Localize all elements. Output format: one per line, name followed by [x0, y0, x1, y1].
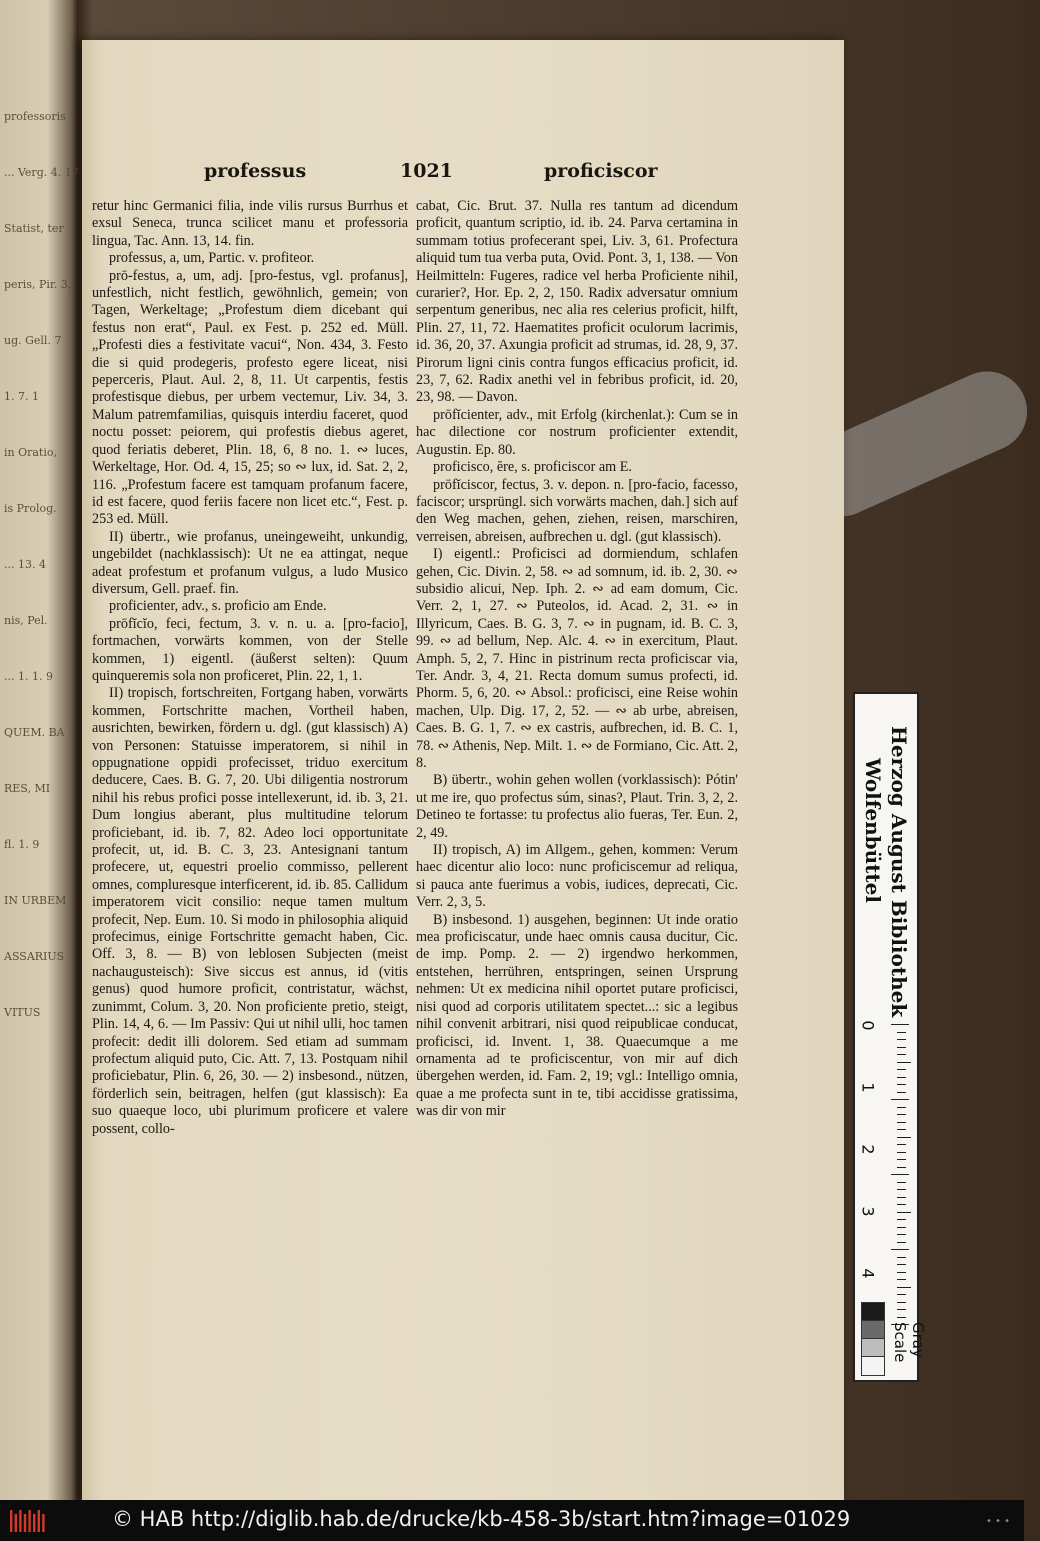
header-left-guideword: professus	[204, 160, 307, 182]
left-page-line: 1. 7. 1	[4, 390, 39, 403]
ruler-tick	[897, 1302, 906, 1303]
ruler-tick	[897, 1077, 906, 1078]
ruler-tick	[897, 1144, 906, 1145]
entry-paragraph: B) insbesond. 1) ausgehen, beginnen: Ut inde oratio mea proficiscatur, unde haec omnis causa ducitur, Cic. de imp. Pomp. 2. — 2) irgendwo herkommen, entstehen, herrühren, entspringen, seinen Ursprung nehmen: Ut ex medicina nihil oportet putare proficisci, nisi quod ad corporis utilitatem spectet...: sic a legibus nihil convenit arbitrari, nisi quod reipublicae conducat, proficisci, id. Invent. 1, 38. Quaecumque a me ornamenta ad te proficiscentur, von mir auf dich übergehen werden, id. Fam. 2, 19; vgl.: Intelligo omnia, quae a me profecta sunt in te, tibi accidisse gratissima, was dir von mir	[416, 911, 738, 1120]
logo-bar	[42, 1514, 44, 1532]
logo-bar	[10, 1510, 12, 1532]
gray-swatch	[861, 1338, 885, 1358]
logo-bar	[28, 1510, 30, 1532]
left-page-line: VITUS	[4, 1006, 41, 1019]
ruler-tick	[897, 1152, 906, 1153]
hab-logo-icon	[8, 1508, 48, 1534]
header-right-guideword: proficiscor	[544, 160, 658, 182]
left-page-line: in Oratio,	[4, 446, 57, 459]
ruler-tick	[897, 1047, 906, 1048]
left-page-line: Statist, ter	[4, 222, 64, 235]
left-page-line: professoris	[4, 110, 66, 123]
entry-paragraph: B) übertr., wohin gehen wollen (vorklassisch): Pótin' ut me ire, quo profectus súm, sinas?, Plaut. Trin. 3, 2, 2. Detineo te fortasse: tu profectus alio fueras, Ter. Eun. 2, 2, 49.	[416, 772, 738, 841]
ruler-tick	[897, 1159, 906, 1160]
ruler-tick	[891, 1174, 909, 1175]
entry-paragraph: prōfĭciscor, fectus, 3. v. depon. n. [pro-facio, facesso, faciscor; ursprüngl. sich vorwärts machen, dah.] sich auf den Weg machen, gehen, ziehen, reisen, marschiren, verreisen, abreisen, aufbrechen u. dgl. (gut klassisch).	[416, 476, 738, 545]
entry-paragraph: prō-festus, a, um, adj. [pro-festus, vgl. profanus], unfestlich, nicht festlich, gewöhnlich, gemein; von Tagen, Werkeltage; „Profestum diem dicebant qui festus non erat“, Paul. ex Fest. p. 252 ed. Müll. „Profesti dies a festivitate vacui“, Non. 434, 3. Festo die si quid prodegeris, profesto egere liceat, nisi peperceris, Plaut. Aul. 2, 8, 11. Ut carpentis, festis profestisque diebus, per urbem vectemur, Liv. 34, 3. Malum patremfamilias, quisquis interdiu faceret, quod noctu posset: peiorem, qui profestis diebus ageret, quod feriatis deberet, Plin. 18, 6, 8 no. 1. ∾ luces, Werkeltage, Hor. Od. 4, 15, 25; so ∾ lux, id. Sat. 2, 2, 116. „Profestum facere est tamquam profanum facere, id est facere, quod feriis facere non licet etc.“, Fest. p. 253 ed. Müll.	[92, 267, 408, 528]
ruler-institution-line2: Wolfenbüttel	[861, 758, 885, 903]
entry-paragraph: cabat, Cic. Brut. 37. Nulla res tantum ad dicendum proficit, quantum scriptio, id. ib. 24. Parva certamina in summam totius profecerant spei, Liv. 3, 61. Profectura aliquid tum tua verba puta, Ovid. Pont. 3, 1, 138. — Von Heilmitteln: Fugeres, radice vel herba Proficiente nihil, curarier?, Hor. Ep. 2, 2, 150. Radix adversatur omnium serpentum generibus, nec alia res celerius proficit, hilft, Plin. 27, 11, 72. Haematites proficit oculorum lacrimis, id. 36, 20, 37. Axungia proficit ad strumas, id. 28, 9, 37. Pirorum ligni cinis contra fungos efficacius proficit, id. 23, 7, 62. Radix anethi vel in febribus proficit, id. 20, 23, 98. — Davon.	[416, 198, 738, 406]
entry-paragraph: prōfĭcĭo, feci, fectum, 3. v. n. u. a. [pro-facio], fortmachen, vorwärts kommen, von der Stelle kommen, 1) eigentl. (äußerst selten): Quum quinqueremis sola non proficeret, Plin. 22, 1, 1.	[92, 615, 408, 684]
ruler-tick	[897, 1167, 906, 1168]
ruler-tick	[897, 1234, 906, 1235]
ruler-tick	[897, 1204, 906, 1205]
left-page-line: fl. 1. 9	[4, 838, 40, 851]
dictionary-page	[82, 40, 844, 1500]
left-page-line: ug. Gell. 7	[4, 334, 62, 347]
ruler-tick	[897, 1107, 906, 1108]
gray-scale-label: Gray Scale	[891, 1322, 927, 1363]
left-page-edge	[0, 0, 78, 1500]
ruler-tick	[897, 1309, 906, 1310]
left-page-line: nis, Pel.	[4, 614, 48, 627]
ruler-tick	[897, 1257, 906, 1258]
entry-paragraph: II) tropisch, fortschreiten, Fortgang haben, vorwärts kommen, Fortschritte machen, Vortheil haben, ausrichten, bewirken, fördern u. dgl. (gut klassisch) A) von Personen: Statuisse imperatorem, si nihil in oppugnatione oppidi profecisset, triduo exercitum deducere, Caes. B. G. 7, 20. Ubi diligentia nostrorum nihil his rebus profici posse intellexerunt, id. ib. 3, 21. Dum longius aberant, plus multitudine telorum proficiebant, id. ib. 7, 82. Adeo loci opportunitate profecit, ut, id. B. C. 3, 23. Antesignani tantum profecere, ut, equestri proelio commisso, pellerent omnes, compluresque interficerent, id. ib. 85. Callidum imperatorem vicit consilio: neque tamen multum profecit, Nep. Eum. 10. Si modo in philosophia aliquid profecimus, einige Fortschritte gemacht haben, Cic. Off. 3, 8. — B) von leblosen Subjecten (meist nachaugusteisch): Sive siccus est annus, id (vitis genus) quod humore proficit, contristatur, wächst, zunimmt, Colum. 3, 20. Non proficiente pretio, steigt, Plin. 14, 4, 6. — Im Passiv: Qui ut nihil ulli, hoc tamen profecit: dedit illi dolorem. Sed etiam ad summam profectum aliquid puto, Cic. Att. 7, 13. Postquam nihil proficiebatur, Plin. 6, 26, 30. — 2) insbesond., nützen, förderlich sein, beitragen, helfen (gut klassisch): Ea suo quaeque loco, ubi plurimum proficere et valere possent, collo-	[92, 685, 408, 1137]
entry-paragraph: retur hinc Germanici filia, inde vilis rursus Burrhus et exsul Seneca, trunca scilicet manu et professoria lingua, Tac. Ann. 13, 14. fin.	[92, 198, 408, 249]
ruler-tick	[897, 1122, 906, 1123]
left-page-line: ASSARIUS	[4, 950, 65, 963]
footer-bar	[0, 1500, 1024, 1541]
ruler-tick	[897, 1272, 906, 1273]
left-page-line: is Prolog.	[4, 502, 57, 515]
left-page-line: peris, Pir. 3,	[4, 278, 72, 291]
color-scale-ruler	[853, 692, 927, 1382]
gray-swatch	[861, 1302, 885, 1322]
entry-paragraph: prōfĭcienter, adv., mit Erfolg (kirchenlat.): Cum se in hac dilectione cor nostrum proficienter extendit, Augustin. Ep. 80.	[416, 406, 738, 458]
ruler-tick	[897, 1189, 906, 1190]
entry-paragraph: II) tropisch, A) im Allgem., gehen, kommen: Verum haec dicentur alio loco: nunc proficiscemur ad reliqua, si pauca ante fuerimus a vobis, iudices, deprecati, Cic. Verr. 2, 3, 5.	[416, 842, 738, 911]
ruler-tick	[897, 1062, 911, 1063]
left-column	[92, 198, 408, 1138]
ruler-number: 3	[858, 1206, 878, 1217]
entry-paragraph: II) übertr., wie profanus, uneingeweiht, unkundig, ungebildet (nachklassisch): Ut ne ea attingat, neque adeat profestum et profanum vulgus, a ludo Musico diversum, Gell. praef. fin.	[92, 528, 408, 597]
ruler-tick	[897, 1069, 906, 1070]
left-page-line: RES, MI	[4, 782, 51, 795]
ruler-tick	[891, 1024, 909, 1025]
ruler-tick	[897, 1317, 906, 1318]
ruler-tick	[891, 1099, 909, 1100]
ruler-tick	[897, 1197, 906, 1198]
ruler-tick	[897, 1279, 906, 1280]
entry-paragraph: proficisco, ĕre, s. proficiscor am E.	[433, 459, 632, 476]
left-page-line: ... Verg. 4. 17	[4, 166, 79, 179]
ruler-number: 1	[858, 1082, 878, 1093]
ruler-tick	[897, 1129, 906, 1130]
gray-swatch	[861, 1320, 885, 1340]
ruler-tick	[897, 1032, 906, 1033]
gray-swatch	[861, 1356, 885, 1376]
left-page-line: ... 1. 1. 9	[4, 670, 53, 683]
right-column	[416, 198, 738, 1121]
ruler-tick	[897, 1039, 906, 1040]
ruler-number: 0	[858, 1020, 878, 1031]
left-page-line: ... 13. 4	[4, 558, 46, 571]
ruler-number: 2	[858, 1144, 878, 1155]
ruler-tick	[897, 1137, 911, 1138]
ruler-institution-line1: Herzog August Bibliothek	[887, 726, 911, 1018]
ruler-tick	[897, 1219, 906, 1220]
entry-paragraph: professus, a, um, Partic. v. profiteor.	[109, 250, 315, 267]
left-page-line: IN URBEM	[4, 894, 67, 907]
ruler-tick	[897, 1294, 906, 1295]
ruler-tick	[897, 1227, 906, 1228]
entry-paragraph: proficienter, adv., s. proficio am Ende.	[109, 598, 327, 615]
left-page-line: QUEM. BA	[4, 726, 65, 739]
footer-credit: © HAB http://diglib.hab.de/drucke/kb-458-3b/start.htm?image=01029	[112, 1507, 851, 1531]
logo-bar	[19, 1510, 21, 1532]
ruler-tick	[897, 1264, 906, 1265]
ruler-tick	[897, 1242, 906, 1243]
ruler-tick	[897, 1092, 906, 1093]
ruler-tick	[897, 1212, 911, 1213]
ruler-number: 4	[858, 1268, 878, 1279]
page-number: 1021	[400, 160, 453, 182]
logo-bar	[15, 1514, 17, 1532]
ruler-tick	[897, 1054, 906, 1055]
ruler-tick	[897, 1287, 911, 1288]
entry-paragraph: I) eigentl.: Proficisci ad dormiendum, schlafen gehen, Cic. Divin. 2, 58. ∾ ad somnum, id. ib. 2, 30. ∾ subsidio alicui, Nep. Iph. 2. ∾ ad eam domum, Cic. Verr. 2, 1, 27. ∾ Puteolos, id. Acad. 2, 31. ∾ in Illyricum, Caes. B. G. 3, 7. ∾ in pugnam, id. B. C. 3, 99. ∾ ad bellum, Nep. Alc. 4. ∾ in exercitum, Plaut. Amph. 5, 2, 7. Hinc in pistrinum recta proficiscar via, Ter. Andr. 3, 4, 21. Recta domum sumus profecti, id. Phorm. 5, 6, 20. ∾ Absol.: proficisci, eine Reise wohin machen, Ulp. Dig. 17, 2, 52. — ∾ ab urbe, abreisen, Caes. B. G. 1, 7. ∾ ex castris, aufbrechen, id. B. C. 1, 78. ∾ Athenis, Nep. Milt. 1. ∾ de Formiano, Cic. Att. 2, 8.	[416, 546, 738, 771]
footer-marker: • • •	[985, 1516, 1010, 1527]
ruler-tick	[897, 1182, 906, 1183]
ruler-tick	[897, 1114, 906, 1115]
ruler-tick	[897, 1084, 906, 1085]
ruler-tick	[891, 1249, 909, 1250]
logo-bar	[33, 1514, 35, 1532]
logo-bar	[38, 1510, 40, 1532]
logo-bar	[24, 1514, 26, 1532]
